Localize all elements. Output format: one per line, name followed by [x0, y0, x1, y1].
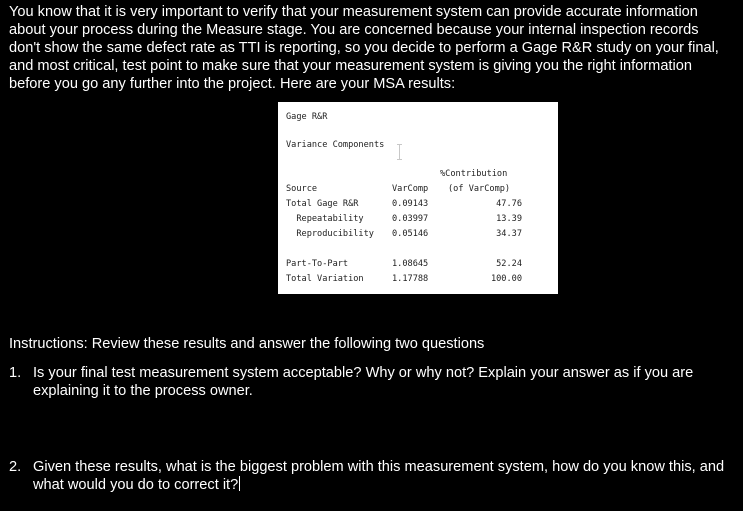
row-varcomp: 0.03997 — [392, 214, 429, 224]
row-contribution: 34.37 — [496, 229, 522, 239]
row-varcomp: 0.05146 — [392, 229, 429, 239]
row-source: Total Variation — [286, 274, 364, 284]
header-contribution-note: (of VarComp) — [448, 184, 511, 194]
row-varcomp: 1.08645 — [392, 259, 429, 269]
question-line: explaining it to the process owner. — [33, 383, 253, 399]
question-line: Is your final test measurement system acceptable? Why or why not? Explain your answer as if you are — [33, 365, 694, 381]
header-contribution: %Contribution — [440, 169, 508, 179]
header-varcomp: VarComp — [392, 184, 429, 194]
question-number: 1. — [9, 365, 22, 381]
intro-paragraph — [9, 3, 737, 93]
row-contribution: 13.39 — [496, 214, 522, 224]
intro-line: and most critical, test point to make sure that your measurement system is giving you the right information — [9, 58, 692, 74]
row-source: Repeatability — [286, 214, 364, 224]
row-contribution: 100.00 — [490, 274, 522, 284]
question-line-last — [33, 476, 738, 494]
msa-title: Gage R&R — [286, 112, 328, 122]
intro-line: don't show the same defect rate as TTI is reporting, so you decide to perform a Gage R&R study on your final, — [9, 40, 719, 56]
row-source: Reproducibility — [286, 229, 374, 239]
instructions-text: Instructions: Review these results and answer the following two questions — [9, 336, 485, 352]
msa-results-image — [278, 102, 558, 294]
question-text[interactable] — [33, 458, 738, 494]
row-varcomp: 1.17788 — [392, 274, 429, 284]
question-number: 2. — [9, 459, 22, 475]
text-cursor-icon — [399, 144, 400, 160]
question-line: what would you do to correct it? — [33, 477, 239, 493]
row-source: Total Gage R&R — [286, 199, 359, 209]
question-text[interactable] — [33, 364, 738, 400]
intro-line: You know that it is very important to verify that your measurement system can provide accurate information — [9, 4, 698, 20]
row-source: Part-To-Part — [286, 259, 349, 269]
row-contribution: 52.24 — [496, 259, 522, 269]
header-source: Source — [286, 184, 318, 194]
row-contribution: 47.76 — [496, 199, 522, 209]
msa-subtitle: Variance Components — [286, 140, 385, 150]
question-line: Given these results, what is the biggest problem with this measurement system, how do you know this, and — [33, 459, 725, 475]
intro-line: before you go any further into the project. Here are your MSA results: — [9, 76, 456, 92]
intro-line: about your process during the Measure stage. You are concerned because your internal inspection records — [9, 22, 699, 38]
text-caret[interactable] — [239, 476, 240, 491]
row-varcomp: 0.09143 — [392, 199, 429, 209]
